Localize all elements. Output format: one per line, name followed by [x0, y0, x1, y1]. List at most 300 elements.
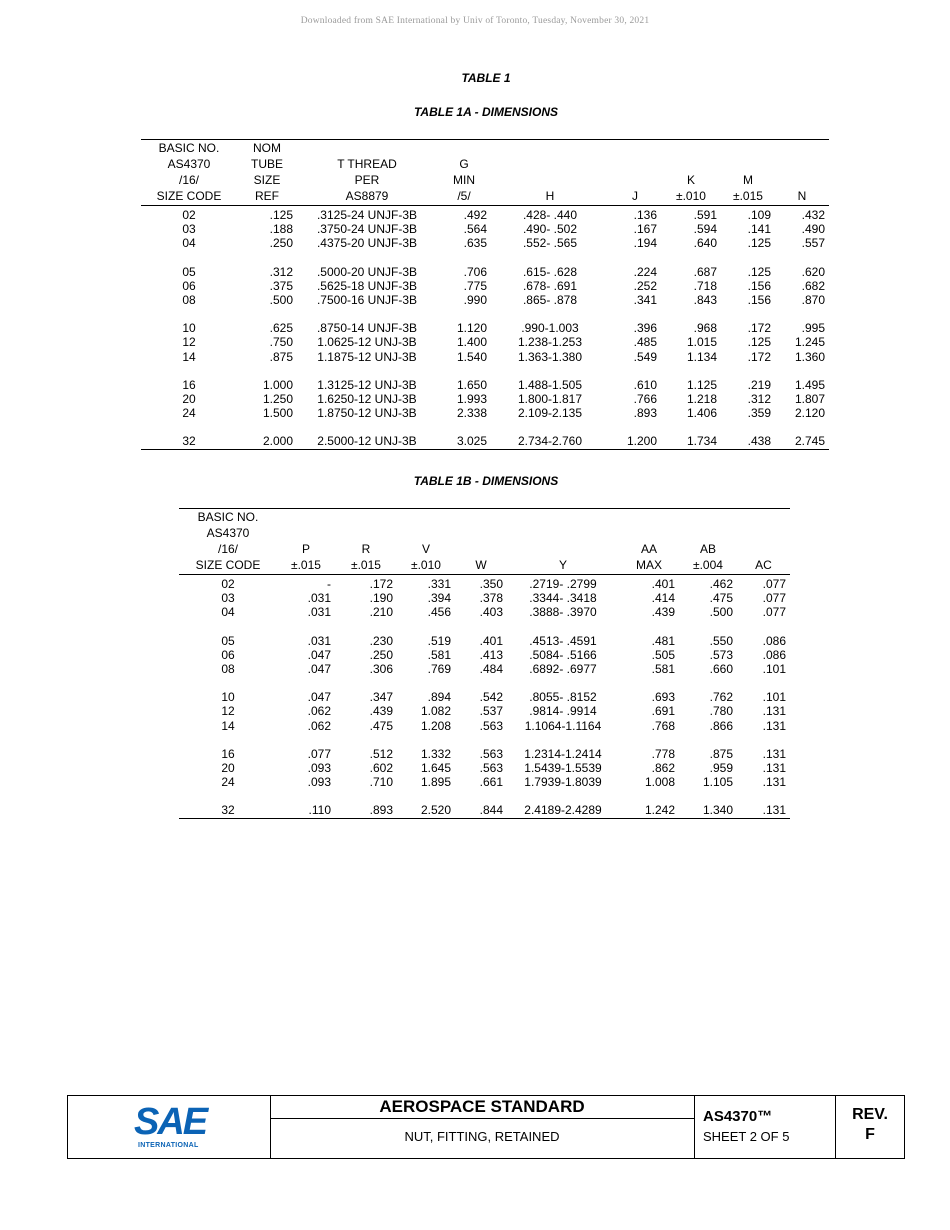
table-cell: 1.218 — [686, 392, 717, 407]
table-cell: .678- .691 — [522, 278, 578, 293]
header-line: ±.010 — [676, 189, 706, 203]
table-cell: .615- .628 — [522, 264, 578, 279]
table-cell: 32 — [182, 434, 196, 449]
table-cell: .136 — [633, 208, 657, 222]
table-cell: 1.650 — [456, 377, 487, 392]
header-line: Y — [558, 558, 567, 572]
standard-cell — [695, 1096, 836, 1158]
table-cell: .252 — [633, 278, 657, 293]
table-row — [179, 648, 790, 662]
header-line: /16/ — [217, 542, 238, 556]
table-cell: .125 — [269, 208, 293, 222]
table-cell: .101 — [762, 662, 786, 677]
table-cell: .047 — [307, 662, 331, 677]
table-cell: .706 — [463, 264, 487, 279]
table-cell: 16 — [182, 377, 196, 392]
column-header — [507, 509, 619, 575]
table-cell: 1.120 — [456, 321, 487, 336]
table-row — [179, 605, 790, 619]
document-type: AEROSPACE STANDARD — [270, 1096, 694, 1119]
header-line: NOM — [253, 141, 281, 155]
table-cell: .250 — [369, 647, 393, 662]
table-row — [141, 265, 829, 279]
header-line: T THREAD — [337, 157, 397, 171]
table-cell: .3888- .3970 — [529, 605, 597, 620]
header-line: AS4370 — [167, 157, 211, 171]
table-cell: .156 — [747, 293, 771, 308]
table-cell: .086 — [762, 633, 786, 648]
header-line: AC — [755, 558, 772, 572]
table1-title: TABLE 1 — [461, 71, 511, 85]
header-line: ±.015 — [351, 558, 381, 572]
table-cell: 2.520 — [420, 803, 451, 818]
header-line: AB — [699, 542, 716, 556]
table1b-title: TABLE 1B - DIMENSIONS — [413, 474, 559, 488]
group-spacer — [141, 364, 829, 378]
column-header — [277, 509, 335, 575]
revision-cell — [836, 1096, 904, 1158]
table-cell: 1.000 — [262, 377, 293, 392]
table-cell: 2.000 — [262, 434, 293, 449]
table-cell: .062 — [307, 718, 331, 733]
table-cell: 1.3125-12 UNJ-3B — [317, 377, 417, 392]
table-cell: .125 — [747, 335, 771, 350]
table-cell: 06 — [182, 278, 196, 293]
table-cell: 2.5000-12 UNJ-3B — [317, 434, 417, 449]
header-line: AA — [640, 542, 657, 556]
table-cell: .428- .440 — [522, 208, 578, 222]
table-cell: 12 — [182, 335, 196, 350]
header-line: TUBE — [250, 157, 283, 171]
table-row — [141, 335, 829, 349]
table-cell: .062 — [307, 704, 331, 719]
table-cell: .432 — [801, 208, 825, 222]
table-cell: 04 — [182, 236, 196, 251]
table-cell: .5084- .5166 — [529, 647, 597, 662]
table-row — [141, 350, 829, 364]
table-cell: .780 — [709, 704, 733, 719]
table-cell: 1.125 — [686, 377, 717, 392]
table-cell: .4375-20 UNJF-3B — [316, 236, 418, 251]
table-cell: .490- .502 — [522, 222, 578, 237]
table-row — [179, 775, 790, 789]
table-cell: 2.120 — [794, 406, 825, 421]
table-cell: .693 — [651, 690, 675, 705]
header-line: N — [797, 189, 807, 203]
table-cell: 03 — [221, 591, 235, 606]
table-cell: 1.2314-1.2414 — [524, 746, 602, 761]
table-cell: .769 — [427, 662, 451, 677]
table-cell: .031 — [307, 591, 331, 606]
table-cell: .563 — [479, 718, 503, 733]
table-cell: 02 — [182, 208, 196, 222]
table-cell: .968 — [693, 321, 717, 336]
header-line: SIZE — [253, 173, 281, 187]
column-header — [397, 509, 455, 575]
table-cell: .172 — [747, 321, 771, 336]
table-cell: .110 — [308, 803, 331, 818]
column-header — [619, 509, 679, 575]
table-cell: .552- .565 — [522, 236, 578, 251]
table-cell: 05 — [182, 264, 196, 279]
table-cell: .3344- .3418 — [529, 591, 597, 606]
table-cell: .6892- .6977 — [529, 662, 597, 677]
table-cell: .230 — [369, 633, 393, 648]
table-cell: .865- .878 — [522, 293, 578, 308]
table-cell: .640 — [693, 236, 717, 251]
table-row — [141, 206, 829, 223]
table-cell: 3.025 — [456, 434, 487, 449]
table-cell: .594 — [693, 222, 717, 237]
table-cell: .131 — [762, 761, 786, 776]
table-cell: .557 — [801, 236, 825, 251]
table-cell: .750 — [269, 335, 293, 350]
table-cell: .141 — [747, 222, 771, 237]
table-cell: .312 — [747, 392, 771, 407]
table-cell: 1.645 — [420, 761, 451, 776]
table-row — [179, 634, 790, 648]
table-cell: .077 — [762, 577, 786, 591]
table-cell: .766 — [633, 392, 657, 407]
table-row — [141, 236, 829, 250]
table-row — [141, 321, 829, 335]
header-line: BASIC NO. — [158, 141, 220, 155]
header-line: V — [421, 542, 430, 556]
header-line: SIZE CODE — [195, 558, 261, 572]
table-cell: 1.7939-1.8039 — [524, 775, 602, 790]
standard-number: AS4370™ — [703, 1108, 773, 1125]
header-line: G — [459, 157, 469, 171]
table-cell: .563 — [479, 746, 503, 761]
table-cell: .5000-20 UNJF-3B — [316, 264, 418, 279]
table-cell: .439 — [651, 605, 675, 620]
table-cell: 1.238-1.253 — [517, 335, 583, 350]
table-cell: 05 — [221, 633, 235, 648]
table-cell: 1.406 — [686, 406, 717, 421]
table-cell: .250 — [269, 236, 293, 251]
table-cell: 1.363-1.380 — [517, 349, 583, 364]
table-cell: .710 — [369, 775, 393, 790]
table-cell: .519 — [427, 633, 451, 648]
table-cell: .490 — [801, 222, 825, 237]
table-cell: .5625-18 UNJF-3B — [316, 278, 418, 293]
table-cell: .347 — [369, 690, 393, 705]
table-cell: 1.5439-1.5539 — [524, 761, 602, 776]
title-block — [67, 1095, 905, 1159]
header-line: M — [743, 173, 753, 187]
table-cell: .109 — [747, 208, 771, 222]
column-header — [737, 509, 790, 575]
table-cell: - — [327, 577, 331, 591]
table-cell: 1.134 — [686, 349, 717, 364]
table-cell: 12 — [221, 704, 235, 719]
table-cell: .077 — [307, 746, 331, 761]
table-cell: .031 — [307, 605, 331, 620]
table-cell: .131 — [762, 775, 786, 790]
table-cell: .3125-24 UNJF-3B — [316, 208, 418, 222]
table-cell: .635 — [463, 236, 487, 251]
logo-cell — [68, 1096, 271, 1158]
table1a-title: TABLE 1A - DIMENSIONS — [413, 105, 558, 119]
table-cell: .500 — [709, 605, 733, 620]
table-row — [141, 406, 829, 420]
table-cell: .8750-14 UNJF-3B — [316, 321, 418, 336]
table-row — [141, 392, 829, 406]
table-cell: 1.208 — [420, 718, 451, 733]
table-cell: .959 — [709, 761, 733, 776]
table-row — [179, 662, 790, 676]
table-cell: .131 — [762, 704, 786, 719]
column-header — [455, 509, 507, 575]
table-cell: .778 — [651, 746, 675, 761]
table-cell: .101 — [762, 690, 786, 705]
table-cell: .401 — [479, 633, 503, 648]
table-cell: .341 — [633, 293, 657, 308]
table-cell: 1.1875-12 UNJ-3B — [317, 349, 417, 364]
table-cell: 03 — [182, 222, 196, 237]
group-spacer — [179, 676, 790, 690]
table-cell: 14 — [182, 349, 196, 364]
header-line: H — [545, 189, 555, 203]
column-header — [661, 140, 721, 206]
header-line: ±.004 — [693, 558, 723, 572]
table-cell: .990 — [463, 293, 487, 308]
table-cell: .7500-16 UNJF-3B — [316, 293, 418, 308]
table-cell: 1.082 — [420, 704, 451, 719]
table-cell: .8055- .8152 — [529, 690, 597, 705]
table-cell: 1.6250-12 UNJ-3B — [317, 392, 417, 407]
table-row — [179, 591, 790, 605]
table-cell: .661 — [479, 775, 503, 790]
table-cell: 10 — [182, 321, 196, 336]
document-title-cell — [270, 1096, 695, 1158]
table-cell: 24 — [182, 406, 196, 421]
table-cell: .610 — [633, 377, 657, 392]
table-cell: 1.488-1.505 — [517, 377, 583, 392]
table-cell: .210 — [369, 605, 393, 620]
table-cell: .505 — [651, 647, 675, 662]
column-header — [179, 509, 277, 575]
table-cell: .768 — [651, 718, 675, 733]
header-line: MAX — [635, 558, 662, 572]
table-cell: 1.540 — [456, 349, 487, 364]
table-cell: .031 — [307, 633, 331, 648]
table-cell: .047 — [307, 690, 331, 705]
table-row — [179, 719, 790, 733]
table-cell: .625 — [269, 321, 293, 336]
header-line: PER — [354, 173, 380, 187]
header-line: SIZE CODE — [156, 189, 222, 203]
table-cell: 2.745 — [794, 434, 825, 449]
table-cell: .2719- .2799 — [529, 577, 597, 591]
table-cell: .893 — [369, 803, 393, 818]
header-line: R — [361, 542, 371, 556]
table-cell: 1.1064-1.1164 — [524, 718, 602, 733]
sheet-number: SHEET 2 OF 5 — [703, 1129, 790, 1144]
table-cell: .485 — [633, 335, 657, 350]
table-cell: .414 — [651, 591, 675, 606]
table-cell: 1.800-1.817 — [517, 392, 583, 407]
table-1b-header-row — [179, 509, 790, 575]
group-spacer — [179, 733, 790, 747]
table-cell: .564 — [463, 222, 487, 237]
table-cell: .194 — [633, 236, 657, 251]
header-line: J — [632, 189, 638, 203]
table-cell: .188 — [269, 222, 293, 237]
table-cell: .591 — [693, 208, 717, 222]
table-cell: .475 — [709, 591, 733, 606]
table-cell: .866 — [709, 718, 733, 733]
table-cell: .331 — [427, 577, 451, 591]
table-cell: .893 — [633, 406, 657, 421]
table-cell: .131 — [762, 746, 786, 761]
table-cell: .219 — [747, 377, 771, 392]
table-1a — [141, 139, 829, 450]
table-cell: .691 — [651, 704, 675, 719]
table-cell: 2.338 — [456, 406, 487, 421]
table-cell: .375 — [269, 278, 293, 293]
table-cell: .439 — [369, 704, 393, 719]
sae-logo: SAE — [134, 1101, 207, 1143]
table-cell: 2.109-2.135 — [517, 406, 583, 421]
table-row — [141, 378, 829, 392]
column-header — [437, 140, 491, 206]
table-cell: .484 — [479, 662, 503, 677]
table-row — [179, 761, 790, 775]
table-row — [141, 434, 829, 449]
table-cell: .438 — [747, 434, 771, 449]
table-cell: 1.734 — [686, 434, 717, 449]
table-cell: .401 — [651, 577, 675, 591]
header-line: REF — [255, 189, 279, 203]
group-spacer — [179, 620, 790, 634]
group-spacer — [141, 307, 829, 321]
table-cell: 02 — [221, 577, 235, 591]
table-cell: .462 — [709, 577, 733, 591]
table-cell: .359 — [747, 406, 771, 421]
table-cell: .581 — [427, 647, 451, 662]
table-cell: 20 — [182, 392, 196, 407]
column-header — [237, 140, 297, 206]
table-cell: .620 — [801, 264, 825, 279]
table-cell: .775 — [463, 278, 487, 293]
group-spacer — [179, 789, 790, 803]
table-cell: 1.495 — [794, 377, 825, 392]
table-cell: 1.500 — [262, 406, 293, 421]
header-line: AS4370 — [206, 526, 250, 540]
table-cell: .047 — [307, 647, 331, 662]
table-cell: .995 — [801, 321, 825, 336]
table-cell: .403 — [479, 605, 503, 620]
table-cell: .563 — [479, 761, 503, 776]
table-1a-body — [141, 206, 829, 450]
table-cell: 1.0625-12 UNJ-3B — [317, 335, 417, 350]
table-cell: .3750-24 UNJF-3B — [316, 222, 418, 237]
table-cell: 08 — [182, 293, 196, 308]
table-cell: .172 — [747, 349, 771, 364]
download-watermark: Downloaded from SAE International by Univ of Toronto, Tuesday, November 30, 2021 — [300, 16, 650, 26]
table-cell: 1.105 — [702, 775, 733, 790]
table-cell: .512 — [369, 746, 393, 761]
table-cell: 10 — [221, 690, 235, 705]
table-cell: 2.4189-2.4289 — [524, 803, 602, 818]
table-cell: .862 — [651, 761, 675, 776]
table-row — [141, 293, 829, 307]
table-cell: .481 — [651, 633, 675, 648]
table-1a-header-row — [141, 140, 829, 206]
header-line: BASIC NO. — [197, 510, 259, 524]
table-cell: 32 — [221, 803, 235, 818]
table-cell: .396 — [633, 321, 657, 336]
table-cell: 1.200 — [626, 434, 657, 449]
table-cell: 1.8750-12 UNJ-3B — [317, 406, 417, 421]
table-cell: .581 — [651, 662, 675, 677]
table-cell: 20 — [221, 761, 235, 776]
table-row — [179, 690, 790, 704]
header-line: ±.010 — [411, 558, 441, 572]
table-cell: .086 — [762, 647, 786, 662]
table-cell: 1.242 — [644, 803, 675, 818]
table-cell: 1.895 — [420, 775, 451, 790]
table-cell: .550 — [709, 633, 733, 648]
table-cell: .125 — [747, 236, 771, 251]
table-cell: .870 — [801, 293, 825, 308]
table-cell: 2.734-2.760 — [517, 434, 583, 449]
table-cell: .894 — [427, 690, 451, 705]
table-cell: .9814- .9914 — [529, 704, 597, 719]
column-header — [491, 140, 609, 206]
table-cell: .224 — [633, 264, 657, 279]
table-cell: .844 — [479, 803, 503, 818]
table-cell: .167 — [633, 222, 657, 237]
table-row — [179, 575, 790, 592]
table-cell: .990-1.003 — [521, 321, 579, 336]
table-cell: 1.245 — [794, 335, 825, 350]
header-line: ±.015 — [291, 558, 321, 572]
table-cell: .394 — [427, 591, 451, 606]
table-cell: .156 — [747, 278, 771, 293]
table-cell: .537 — [479, 704, 503, 719]
table-cell: .077 — [762, 591, 786, 606]
table-cell: .093 — [307, 775, 331, 790]
table-cell: .573 — [709, 647, 733, 662]
table-cell: 1.015 — [686, 335, 717, 350]
header-line: P — [301, 542, 310, 556]
table-cell: .093 — [307, 761, 331, 776]
column-header — [775, 140, 829, 206]
table-cell: .125 — [747, 264, 771, 279]
column-header — [679, 509, 737, 575]
header-line: /5/ — [457, 189, 471, 203]
sae-logo-subtext: INTERNATIONAL — [138, 1142, 199, 1149]
table-cell: 1.008 — [644, 775, 675, 790]
column-header — [297, 140, 437, 206]
table-cell: 24 — [221, 775, 235, 790]
revision-label: REV. — [852, 1106, 888, 1123]
table-cell: 1.807 — [794, 392, 825, 407]
table-cell: .172 — [369, 577, 393, 591]
table-cell: .190 — [369, 591, 393, 606]
header-line: /16/ — [178, 173, 199, 187]
table-cell: .549 — [633, 349, 657, 364]
table-cell: 1.250 — [262, 392, 293, 407]
table-cell: 06 — [221, 647, 235, 662]
table-cell: .306 — [369, 662, 393, 677]
table-cell: 14 — [221, 718, 235, 733]
header-line: ±.015 — [733, 189, 763, 203]
group-spacer — [141, 251, 829, 265]
table-row — [179, 704, 790, 718]
